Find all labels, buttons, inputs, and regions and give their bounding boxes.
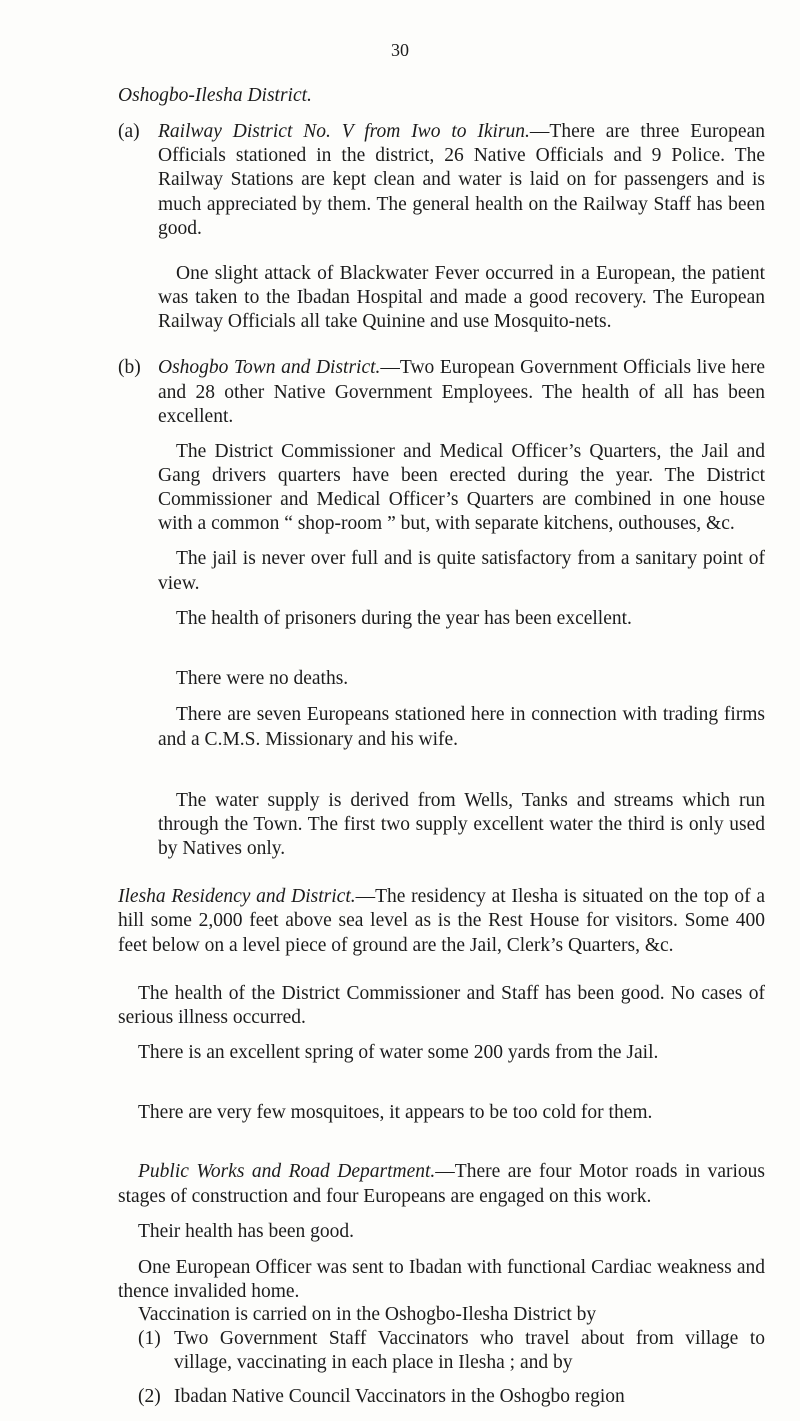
paragraph-jail: The jail is never over full and is quite satisfactory from a sanitary point of view. [158, 548, 765, 594]
paragraph-quarters: The District Commissioner and Medical Officer’s Quarters, the Jail and Gang drivers quarters have been erected during the year. The District Commissioner and Medical Officer’s Quarters are combined in one house with a common “ shop-room ” but, with separate kitchens, outhouses, &c. [158, 440, 765, 535]
paragraph-spring: There is an excellent spring of water some 200 yards from the Jail. [138, 1042, 659, 1064]
public-works-title: Public Works and Road Department. [138, 1161, 436, 1183]
public-works-text: —There are four Motor roads in various stages of construction and four Europeans are engaged on this work. [118, 1161, 765, 1207]
vaccination-item-text-1: Two Government Staff Vaccinators who travel about from village to village, vaccinating in each place in Ilesha ; and by [174, 1327, 765, 1373]
paragraph-ilesha [118, 885, 765, 958]
paragraph-workers-health: Their health has been good. [138, 1220, 355, 1242]
paragraph-invalided: One European Officer was sent to Ibadan with functional Cardiac weakness and thence invalided home. [118, 1256, 765, 1303]
paragraph-ilesha-health: The health of the District Commissioner and Staff has been good. No cases of serious illness occurred. [118, 982, 765, 1028]
vaccination-item-label-1: (1) [138, 1327, 161, 1349]
item-label-b: (b) [118, 357, 141, 379]
oshogbo-title: Oshogbo Town and District. [158, 357, 381, 379]
paragraph-water-supply: The water supply is derived from Wells, Tanks and streams which run through the Town. The first two supply excellent water the third is only used by Natives only. [158, 789, 765, 860]
railway-text: —There are three European Officials stationed in the district, 26 Native Officials and 9 Police. The Railway Stations are kept clean and water is laid on for passengers and is much appreciated by them. The general health on the Railway Staff has been good. [158, 120, 765, 239]
ilesha-text: —The residency at Ilesha is situated on the top of a hill some 2,000 feet above sea level as is the Rest House for visitors. Some 400 feet below on a level piece of ground are the Jail, Clerk’s Quarters, &c. [118, 886, 765, 956]
item-label-a: (a) [118, 120, 140, 142]
section-heading: Oshogbo-Ilesha District. [118, 85, 312, 106]
paragraph-no-deaths: There were no deaths. [176, 667, 349, 689]
paragraph-vaccination-intro: Vaccination is carried on in the Oshogbo-Ilesha District by [138, 1304, 597, 1326]
page-number: 30 [391, 40, 409, 60]
paragraph-prisoners: The health of prisoners during the year has been excellent. [176, 608, 632, 630]
oshogbo-text: —Two European Government Officials live here and 28 other Native Government Employees. The health of all has been excellent. [158, 357, 765, 427]
paragraph-europeans: There are seven Europeans stationed here in connection with trading firms and a C.M.S. Missionary and his wife. [158, 704, 765, 750]
vaccination-item-label-2: (2) [138, 1386, 161, 1408]
paragraph-blackwater: One slight attack of Blackwater Fever occurred in a European, the patient was taken to the Ibadan Hospital and made a good recovery. The European Railway Officials all take Quinine and use Mosquito-nets. [158, 262, 765, 333]
paragraph-oshogbo [158, 356, 765, 429]
vaccination-item-text-2: Ibadan Native Council Vaccinators in the Oshogbo region [174, 1386, 625, 1408]
railway-title: Railway District No. V from Iwo to Ikirun. [158, 120, 530, 142]
paragraph-public-works [118, 1160, 765, 1208]
paragraph-mosquitoes: There are very few mosquitoes, it appears to be too cold for them. [138, 1101, 653, 1123]
ilesha-title: Ilesha Residency and District. [118, 886, 356, 908]
paragraph-railway [158, 120, 765, 241]
